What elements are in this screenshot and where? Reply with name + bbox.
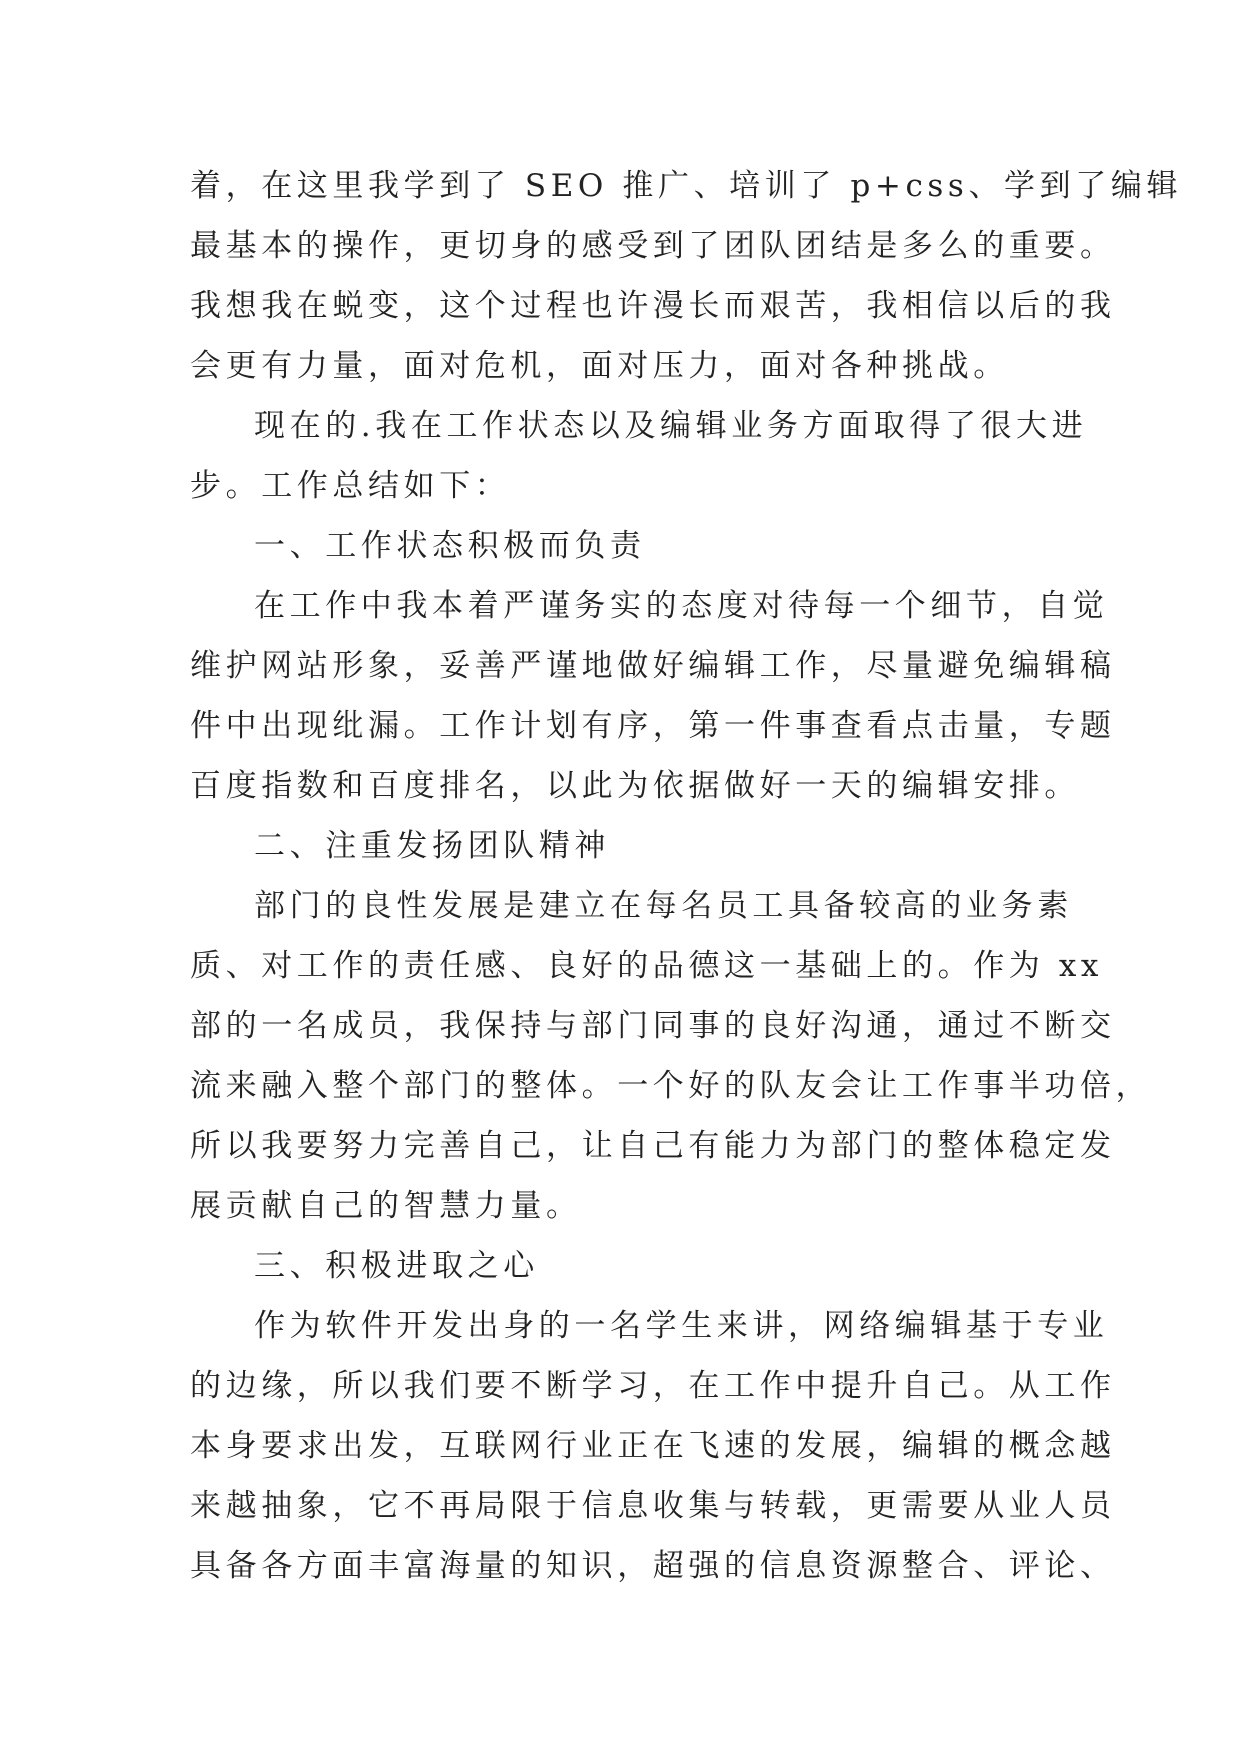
text-line: 本身要求出发，互联网行业正在飞速的发展，编辑的概念越 — [190, 1428, 1116, 1464]
text-line: 会更有力量，面对危机，面对压力，面对各种挑战。 — [190, 348, 1009, 384]
text-line: 步。工作总结如下： — [190, 468, 511, 504]
text-line: 具备各方面丰富海量的知识，超强的信息资源整合、评论、 — [190, 1548, 1116, 1584]
section-heading: 三、积极进取之心 — [254, 1248, 539, 1284]
text-line: 来越抽象，它不再局限于信息收集与转载，更需要从业人员 — [190, 1488, 1116, 1524]
document-body — [190, 156, 1183, 1596]
paragraph-start-line: 在工作中我本着严谨务实的态度对待每一个细节，自觉 — [254, 588, 1109, 624]
paragraph-start-line: 现在的.我在工作状态以及编辑业务方面取得了很大进 — [254, 408, 1088, 444]
text-line: 质、对工作的责任感、良好的品德这一基础上的。作为 xx — [190, 948, 1104, 984]
text-line: 流来融入整个部门的整体。一个好的队友会让工作事半功倍， — [190, 1068, 1152, 1104]
text-line: 着，在这里我学到了 SEO 推广、培训了 p+css、学到了编辑 — [190, 168, 1183, 204]
text-line: 的边缘，所以我们要不断学习，在工作中提升自己。从工作 — [190, 1368, 1116, 1404]
section-heading: 二、注重发扬团队精神 — [254, 828, 610, 864]
text-line: 件中出现纰漏。工作计划有序，第一件事查看点击量，专题 — [190, 708, 1116, 744]
text-line: 我想我在蜕变，这个过程也许漫长而艰苦，我相信以后的我 — [190, 288, 1116, 324]
text-line: 维护网站形象，妥善严谨地做好编辑工作，尽量避免编辑稿 — [190, 648, 1116, 684]
text-line: 百度指数和百度排名，以此为依据做好一天的编辑安排。 — [190, 768, 1080, 804]
paragraph-start-line: 部门的良性发展是建立在每名员工具备较高的业务素 — [254, 888, 1073, 924]
section-heading: 一、工作状态积极而负责 — [254, 528, 646, 564]
text-line: 所以我要努力完善自己，让自己有能力为部门的整体稳定发 — [190, 1128, 1116, 1164]
text-line: 最基本的操作，更切身的感受到了团队团结是多么的重要。 — [190, 228, 1116, 264]
text-line: 展贡献自己的智慧力量。 — [190, 1188, 582, 1224]
text-line: 部的一名成员，我保持与部门同事的良好沟通，通过不断交 — [190, 1008, 1116, 1044]
paragraph-start-line: 作为软件开发出身的一名学生来讲，网络编辑基于专业 — [254, 1308, 1109, 1344]
